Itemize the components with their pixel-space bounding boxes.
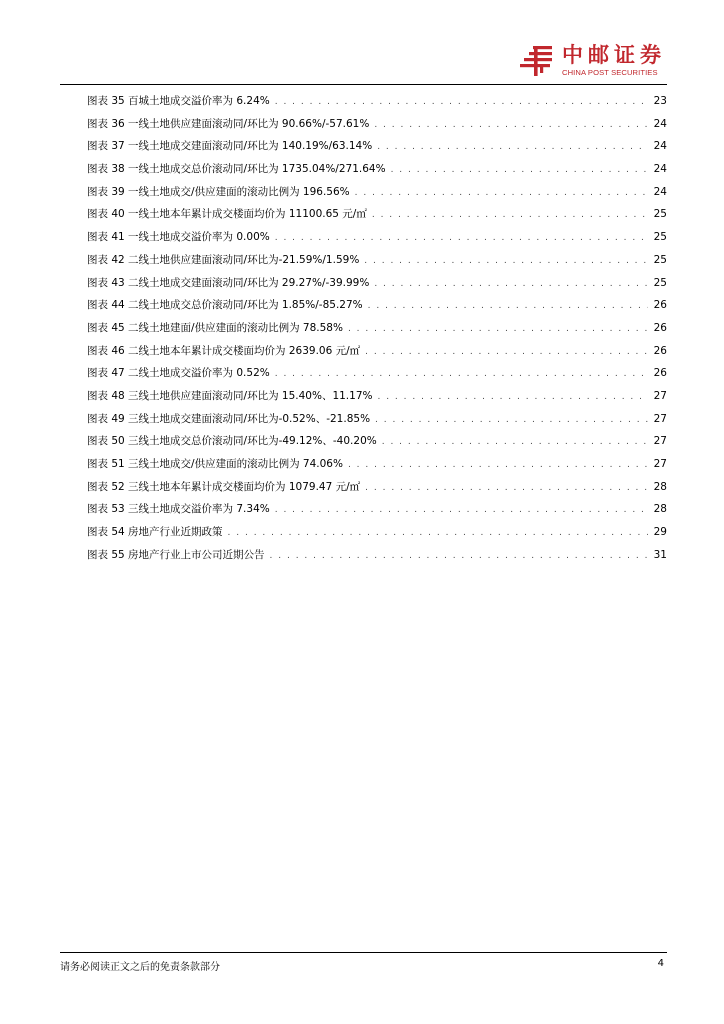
footer-divider <box>60 952 667 953</box>
toc-leader-dots <box>372 210 648 220</box>
toc-entry-label: 图表 35 百城土地成交溢价率为 6.24% <box>87 95 270 107</box>
toc-entry-page: 26 <box>653 299 667 312</box>
toc-leader-dots <box>275 505 648 515</box>
toc-entry-page: 25 <box>653 231 667 244</box>
toc-leader-dots <box>391 165 648 175</box>
toc-entry-label: 图表 46 二线土地本年累计成交楼面均价为 2639.06 元/㎡ <box>87 344 361 357</box>
china-post-logo-icon <box>520 45 554 77</box>
toc-entry-page: 27 <box>653 412 667 425</box>
toc-entry-page: 28 <box>653 503 667 516</box>
toc-entry-label: 图表 36 一线土地供应建面滚动同/环比为 90.66%/-57.61% <box>87 117 370 130</box>
toc-leader-dots <box>368 301 648 311</box>
toc-entry-label: 图表 37 一线土地成交建面滚动同/环比为 140.19%/63.14% <box>87 140 373 153</box>
toc-leader-dots <box>377 392 648 402</box>
toc-entry[interactable] <box>87 320 667 343</box>
toc-leader-dots <box>375 415 648 425</box>
toc-entry[interactable] <box>87 93 667 116</box>
toc-entry-label: 图表 44 二线土地成交总价滚动同/环比为 1.85%/-85.27% <box>87 299 363 312</box>
toc-entry-label: 图表 55 房地产行业上市公司近期公告 <box>87 548 265 561</box>
toc-entry-label: 图表 45 二线土地建面/供应建面的滚动比例为 78.58% <box>87 321 343 334</box>
toc-entry[interactable] <box>87 343 667 366</box>
toc-leader-dots <box>382 437 648 447</box>
toc-entry[interactable] <box>87 547 667 570</box>
toc-leader-dots <box>275 233 648 243</box>
toc-entry[interactable] <box>87 184 667 207</box>
footer-page-number: 4 <box>657 958 664 969</box>
toc-entry[interactable] <box>87 524 667 547</box>
logo-chinese-name: 中邮证券 <box>562 43 666 67</box>
toc-entry-page: 26 <box>653 367 667 380</box>
toc-entry[interactable] <box>87 388 667 411</box>
toc-entry-page: 25 <box>653 276 667 289</box>
toc-leader-dots <box>355 188 648 198</box>
toc-leader-dots <box>275 97 648 107</box>
toc-entry[interactable] <box>87 365 667 388</box>
toc-entry[interactable] <box>87 411 667 434</box>
toc-entry-label: 图表 50 三线土地成交总价滚动同/环比为-49.12%、-40.20% <box>87 435 377 448</box>
toc-entry[interactable] <box>87 252 667 275</box>
toc-entry-label: 图表 52 三线土地本年累计成交楼面均价为 1079.47 元/㎡ <box>87 480 361 493</box>
toc-leader-dots <box>365 483 648 493</box>
toc-entry[interactable] <box>87 275 667 298</box>
header-logo <box>520 44 666 78</box>
toc-entry-label: 图表 40 一线土地本年累计成交楼面均价为 11100.65 元/㎡ <box>87 208 367 221</box>
toc-entry-page: 27 <box>653 458 667 470</box>
toc-entry[interactable] <box>87 479 667 502</box>
footer-disclaimer: 请务必阅读正文之后的免责条款部分 <box>60 962 220 973</box>
toc-entry-label: 图表 48 三线土地供应建面滚动同/环比为 15.40%、11.17% <box>87 389 373 402</box>
toc-entry-page: 23 <box>653 95 667 107</box>
toc-leader-dots <box>374 120 648 130</box>
toc-entry-label: 图表 43 二线土地成交建面滚动同/环比为 29.27%/-39.99% <box>87 276 370 289</box>
toc-entry[interactable] <box>87 297 667 320</box>
toc-entry-label: 图表 53 三线土地成交溢价率为 7.34% <box>87 503 270 516</box>
toc-leader-dots <box>348 460 648 470</box>
toc-entry-label: 图表 54 房地产行业近期政策 <box>87 526 223 539</box>
toc-entry-page: 25 <box>653 208 667 221</box>
toc-leader-dots <box>270 551 648 561</box>
toc-entry[interactable] <box>87 229 667 252</box>
toc-entry-page: 24 <box>653 185 667 198</box>
toc-entry-page: 24 <box>653 140 667 153</box>
toc-entry-label: 图表 39 一线土地成交/供应建面的滚动比例为 196.56% <box>87 185 350 198</box>
toc-entry-page: 27 <box>653 389 667 402</box>
toc-entry[interactable] <box>87 161 667 184</box>
toc-entry-label: 图表 42 二线土地供应建面滚动同/环比为-21.59%/1.59% <box>87 253 360 266</box>
toc-entry-page: 27 <box>653 435 667 448</box>
toc-entry[interactable] <box>87 206 667 229</box>
toc-entry-page: 29 <box>653 526 667 539</box>
toc-entry[interactable] <box>87 116 667 139</box>
toc-leader-dots <box>377 142 648 152</box>
toc-entry-page: 25 <box>653 253 667 266</box>
toc-leader-dots <box>374 279 648 289</box>
header-divider <box>60 84 667 85</box>
logo-english-name: CHINA POST SECURITIES <box>562 68 658 77</box>
toc-entry-page: 26 <box>653 344 667 357</box>
toc-entry-label: 图表 51 三线土地成交/供应建面的滚动比例为 74.06% <box>87 458 343 470</box>
figure-list <box>87 93 667 569</box>
toc-entry-label: 图表 49 三线土地成交建面滚动同/环比为-0.52%、-21.85% <box>87 412 371 425</box>
toc-entry-label: 图表 47 二线土地成交溢价率为 0.52% <box>87 367 270 380</box>
toc-entry-label: 图表 41 一线土地成交溢价率为 0.00% <box>87 231 270 244</box>
toc-leader-dots <box>365 347 648 357</box>
toc-entry-page: 31 <box>653 548 667 561</box>
toc-entry-page: 28 <box>653 480 667 493</box>
toc-entry[interactable] <box>87 456 667 479</box>
toc-leader-dots <box>228 528 648 538</box>
toc-entry[interactable] <box>87 501 667 524</box>
toc-entry[interactable] <box>87 138 667 161</box>
toc-entry-page: 26 <box>653 321 667 334</box>
toc-leader-dots <box>364 256 648 266</box>
toc-entry[interactable] <box>87 433 667 456</box>
toc-entry-page: 24 <box>653 163 667 176</box>
toc-entry-page: 24 <box>653 117 667 130</box>
toc-leader-dots <box>275 369 648 379</box>
toc-leader-dots <box>348 324 648 334</box>
toc-entry-label: 图表 38 一线土地成交总价滚动同/环比为 1735.04%/271.64% <box>87 163 386 176</box>
